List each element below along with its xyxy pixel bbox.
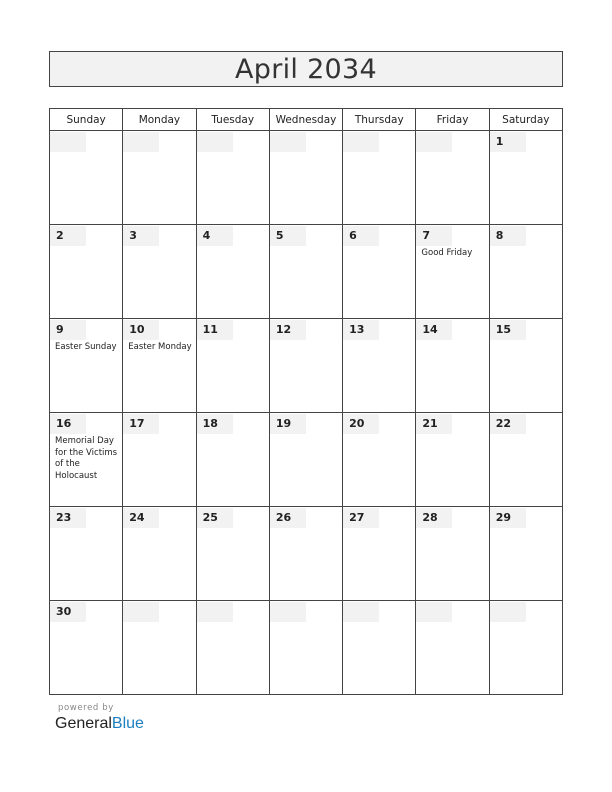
day-cell — [416, 601, 489, 695]
day-cell — [489, 507, 562, 601]
day-number: 28 — [416, 508, 452, 528]
week-row — [50, 319, 563, 413]
day-number: 23 — [50, 508, 86, 528]
day-cell — [50, 601, 123, 695]
day-number — [197, 602, 233, 622]
day-number — [123, 602, 159, 622]
holiday-label: Good Friday — [421, 248, 473, 258]
day-number: 16 — [50, 414, 86, 434]
day-cell — [50, 413, 123, 507]
day-cell — [343, 413, 416, 507]
day-cell — [123, 507, 196, 601]
day-cell — [489, 413, 562, 507]
day-cell — [196, 319, 269, 413]
day-cell — [416, 413, 489, 507]
day-number — [416, 602, 452, 622]
weekday-monday: Monday — [123, 109, 196, 131]
day-cell — [196, 507, 269, 601]
day-cell — [50, 131, 123, 225]
day-cell — [123, 225, 196, 319]
day-number: 21 — [416, 414, 452, 434]
day-cell — [343, 507, 416, 601]
day-number: 12 — [270, 320, 306, 340]
calendar-body — [50, 131, 563, 695]
week-row — [50, 413, 563, 507]
calendar-grid — [49, 108, 563, 695]
day-number: 26 — [270, 508, 306, 528]
holiday-label: Memorial Day for the Victims of the Holocaust — [55, 436, 118, 481]
day-number: 22 — [490, 414, 526, 434]
day-number: 30 — [50, 602, 86, 622]
day-number: 11 — [197, 320, 233, 340]
day-number — [416, 132, 452, 152]
day-number — [197, 132, 233, 152]
day-number: 24 — [123, 508, 159, 528]
day-cell — [343, 601, 416, 695]
day-cell — [123, 319, 196, 413]
day-cell — [269, 225, 342, 319]
calendar-title-box — [49, 51, 563, 87]
day-number: 4 — [197, 226, 233, 246]
weekday-friday: Friday — [416, 109, 489, 131]
day-cell — [269, 413, 342, 507]
week-row — [50, 507, 563, 601]
weekday-sunday: Sunday — [50, 109, 123, 131]
day-cell — [196, 413, 269, 507]
day-number: 2 — [50, 226, 86, 246]
day-number: 27 — [343, 508, 379, 528]
day-number: 25 — [197, 508, 233, 528]
day-cell — [196, 131, 269, 225]
day-cell — [123, 131, 196, 225]
day-number: 17 — [123, 414, 159, 434]
weekday-tuesday: Tuesday — [196, 109, 269, 131]
day-cell — [269, 601, 342, 695]
holiday-label: Easter Monday — [128, 342, 192, 352]
holiday-label: Easter Sunday — [55, 342, 117, 352]
day-cell — [416, 225, 489, 319]
weekday-thursday: Thursday — [343, 109, 416, 131]
day-number: 3 — [123, 226, 159, 246]
day-number: 8 — [490, 226, 526, 246]
day-cell — [343, 319, 416, 413]
day-cell — [269, 507, 342, 601]
day-number: 20 — [343, 414, 379, 434]
day-cell — [50, 225, 123, 319]
day-number — [270, 132, 306, 152]
day-number: 6 — [343, 226, 379, 246]
week-row — [50, 225, 563, 319]
day-cell — [416, 507, 489, 601]
day-number: 9 — [50, 320, 86, 340]
week-row — [50, 601, 563, 695]
powered-by-text: powered by — [58, 703, 114, 713]
day-number: 15 — [490, 320, 526, 340]
day-cell — [343, 225, 416, 319]
day-cell — [416, 131, 489, 225]
day-cell — [489, 319, 562, 413]
brand-name-part2: Blue — [111, 715, 144, 732]
day-cell — [343, 131, 416, 225]
brand-logo — [55, 715, 144, 733]
day-cell — [269, 131, 342, 225]
day-cell — [196, 601, 269, 695]
day-number — [343, 132, 379, 152]
day-number: 19 — [270, 414, 306, 434]
day-cell — [269, 319, 342, 413]
day-cell — [196, 225, 269, 319]
day-number: 1 — [490, 132, 526, 152]
day-number — [343, 602, 379, 622]
week-row — [50, 131, 563, 225]
day-number: 5 — [270, 226, 306, 246]
brand-name-part1: General — [55, 715, 112, 732]
day-number: 10 — [123, 320, 159, 340]
day-cell — [123, 601, 196, 695]
day-number: 18 — [197, 414, 233, 434]
day-cell — [416, 319, 489, 413]
day-number: 14 — [416, 320, 452, 340]
weekday-wednesday: Wednesday — [269, 109, 342, 131]
day-cell — [489, 131, 562, 225]
weekday-header-row — [50, 109, 563, 131]
calendar-title: April 2034 — [234, 53, 377, 85]
day-number: 7 — [416, 226, 452, 246]
weekday-saturday: Saturday — [489, 109, 562, 131]
day-number: 29 — [490, 508, 526, 528]
day-cell — [50, 319, 123, 413]
day-number: 13 — [343, 320, 379, 340]
day-cell — [50, 507, 123, 601]
day-number — [270, 602, 306, 622]
day-number — [123, 132, 159, 152]
day-number — [490, 602, 526, 622]
day-cell — [489, 225, 562, 319]
day-cell — [489, 601, 562, 695]
day-cell — [123, 413, 196, 507]
day-number — [50, 132, 86, 152]
